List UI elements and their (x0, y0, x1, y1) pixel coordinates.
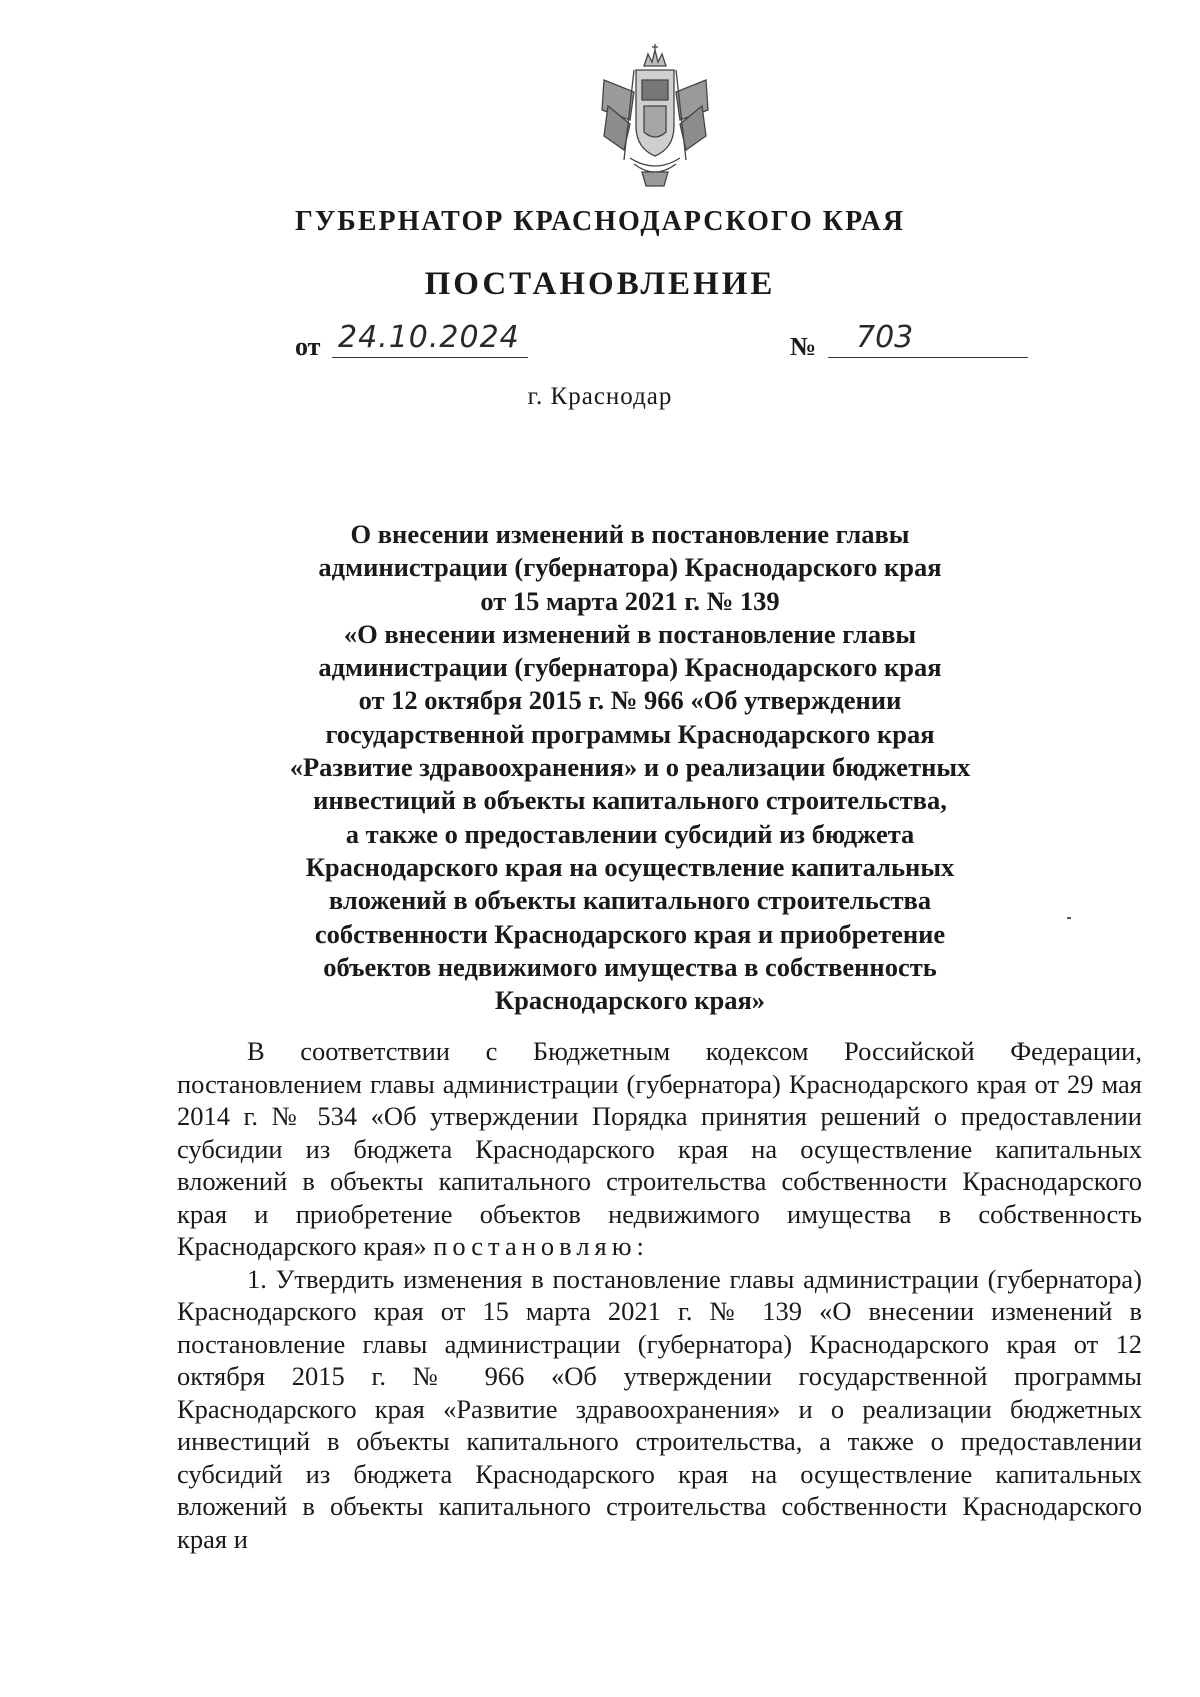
document-body (177, 1035, 1142, 1555)
handwritten-number: 703 (828, 320, 1028, 358)
document-title (230, 518, 1030, 1017)
preamble-paragraph (177, 1035, 1142, 1263)
number-label: № (790, 332, 817, 361)
issuing-authority: ГУБЕРНАТОР КРАСНОДАРСКОГО КРАЯ (294, 206, 906, 237)
title-line: инвестиций в объекты капитального строительства, (313, 785, 947, 816)
title-line: «Развитие здравоохранения» и о реализации бюджетных (289, 752, 971, 783)
title-line: вложений в объекты капитального строительства (328, 885, 932, 916)
clause-1-paragraph: 1. Утвердить изменения в постановление главы администрации (губернатора) Краснодарского края от 15 марта 2021 г. № 139 «О внесении изменений в постановление главы администрации (губернатора) Краснодарского края от 12 октября 2015 г. № 966 «Об утверждении государственной программы Краснодарского края «Развитие здравоохранения» и о реализации бюджетных инвестиций в объекты капитального строительства, а также о предоставлении субсидий из бюджета Краснодарского края на осуществление капитальных вложений в объекты капитального строительства собственности Краснодарского края и (177, 1263, 1142, 1554)
title-line: Краснодарского края» (494, 985, 766, 1016)
title-line: администрации (губернатора) Краснодарского края (318, 652, 942, 683)
title-line: «О внесении изменений в постановление главы (343, 618, 917, 649)
title-line: О внесении изменений в постановление главы (350, 519, 910, 549)
title-line: объектов недвижимого имущества в собственность (323, 951, 937, 982)
city-of-issue: г. Краснодар (527, 383, 673, 410)
krasnodar-coat-of-arms-icon (594, 40, 716, 190)
title-line: от 15 марта 2021 г. № 139 (480, 585, 780, 616)
scan-speck (1067, 917, 1071, 919)
decree-word: постановляю: (433, 1231, 649, 1261)
title-line: государственной программы Краснодарского края (325, 718, 935, 749)
title-line: администрации (губернатора) Краснодарского края (318, 552, 942, 583)
title-line: Краснодарского края на осуществление капитальных (305, 851, 955, 882)
document-type-heading: ПОСТАНОВЛЕНИЕ (424, 266, 776, 302)
preamble-text: В соответствии с Бюджетным кодексом Российской Федерации, постановлением главы администрации (губернатора) Краснодарского края от 29 мая 2014 г. № 534 «Об утверждении Порядка принятия решений о предоставлении субсидии из бюджета Краснодарского края на осуществление капитальных вложений в объекты капитального строительства собственности Краснодарского края и приобретение объектов недвижимого имущества в собственность Краснодарского края» (177, 1036, 1142, 1261)
title-line: а также о предоставлении субсидий из бюджета (345, 818, 915, 849)
date-prefix: от (295, 332, 321, 361)
title-line: от 12 октября 2015 г. № 966 «Об утверждении (358, 685, 902, 716)
title-line: собственности Краснодарского края и приобретение (314, 918, 946, 949)
handwritten-date: 24.10.2024 (332, 320, 528, 358)
